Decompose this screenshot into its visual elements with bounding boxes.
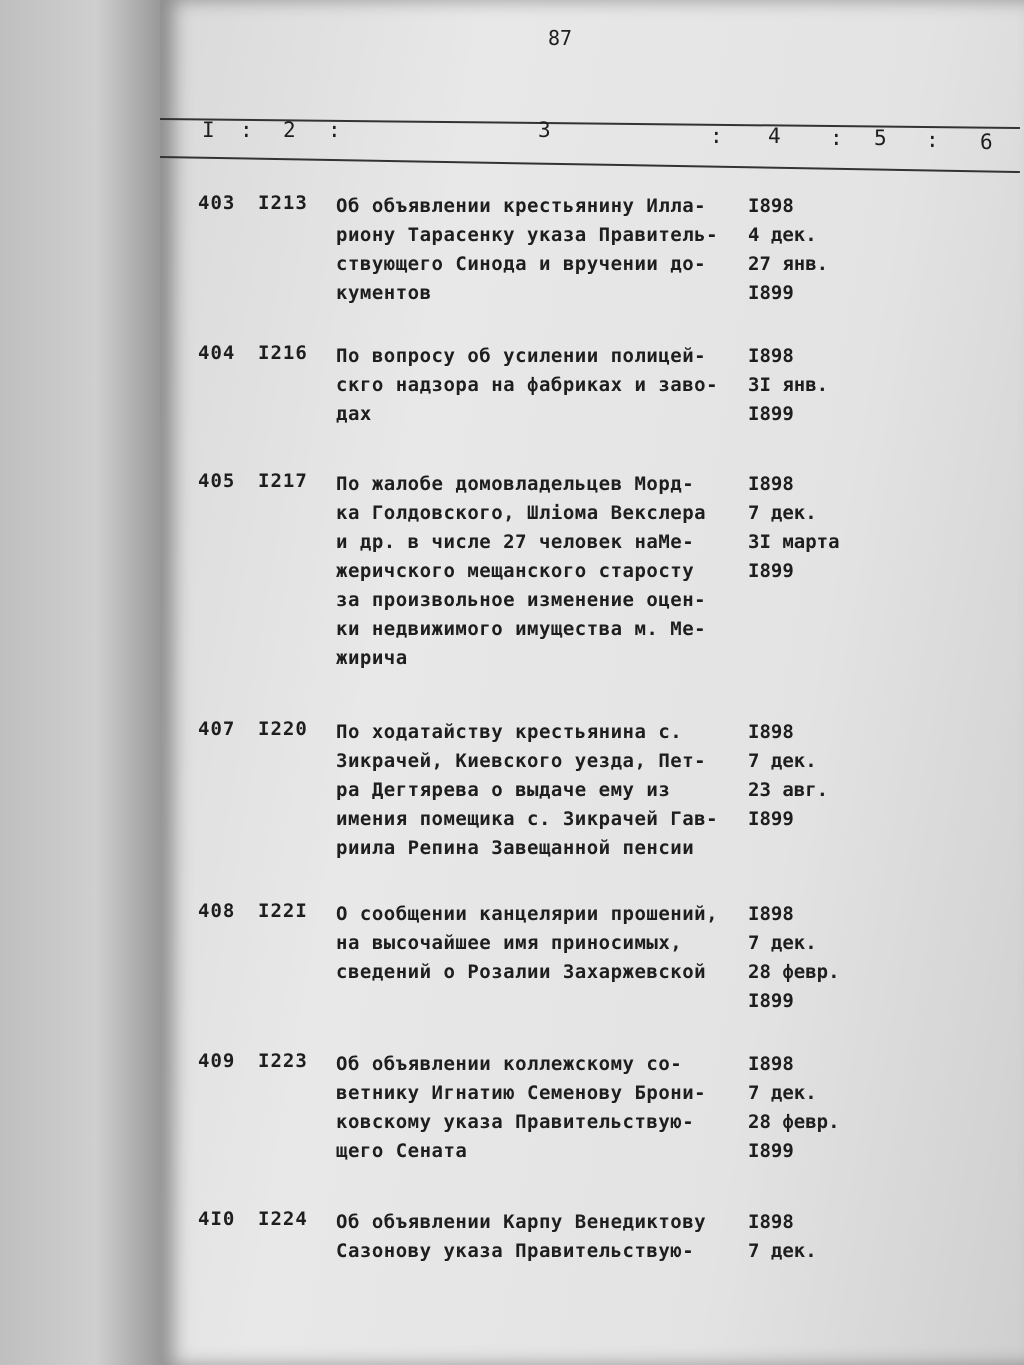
entry-code: I22I <box>258 900 308 922</box>
column-separator: : <box>328 118 341 142</box>
entry-dates: I898 7 дек. 28 февр. I899 <box>748 903 840 1012</box>
column-header-row <box>160 110 1024 160</box>
entry-number: 409 <box>198 1050 236 1072</box>
entry-number: 408 <box>198 900 236 922</box>
entry-code: I224 <box>258 1208 308 1230</box>
entry-description: Об объявлении коллежскому со- ветнику Игнатию Семенову Брони- ковскому указа Правительствую- щего Сената <box>336 1053 707 1162</box>
entry-number: 405 <box>198 470 236 492</box>
column-separator: : <box>710 124 723 148</box>
entry-number: 404 <box>198 342 236 364</box>
column-header-2: 2 <box>283 118 296 142</box>
column-header-3: 3 <box>538 118 551 142</box>
facing-page <box>0 0 160 1365</box>
column-header-4: 4 <box>768 124 781 148</box>
column-header-5: 5 <box>874 126 887 150</box>
column-separator: : <box>240 118 253 142</box>
entry-code: I223 <box>258 1050 308 1072</box>
entry-code: I220 <box>258 718 308 740</box>
column-header-6: 6 <box>980 130 993 154</box>
entry-dates: I898 7 дек. 23 авг. I899 <box>748 721 829 830</box>
column-separator: : <box>926 128 939 152</box>
entry-description: По жалобе домовладельцев Морд- ка Голдовского, Шлiома Векслера и др. в числе 27 человек наМе- жеричского мещанского старосту за произвольное изменение оцен- ки недвижимого имущества м. Ме- жирича <box>336 473 707 669</box>
column-header-1: I <box>202 118 215 142</box>
column-separator: : <box>830 126 843 150</box>
entry-dates: I898 7 дек. <box>748 1211 817 1262</box>
page-number: 87 <box>548 26 573 50</box>
entry-code: I217 <box>258 470 308 492</box>
entry-number: 403 <box>198 192 236 214</box>
entry-description: О сообщении канцелярии прошений, на высочайшее имя приносимых, сведений о Розалии Захаржевской <box>336 903 719 983</box>
entry-dates: I898 3I янв. I899 <box>748 345 829 425</box>
entry-number: 407 <box>198 718 236 740</box>
entry-description: По ходатайству крестьянина с. Зикрачей, Киевского уезда, Пет- ра Дегтярева о выдаче ему из имения помещика с. Зикрачей Гав- риила Репина Завещанной пенсии <box>336 721 719 859</box>
entry-code: I216 <box>258 342 308 364</box>
entry-description: По вопросу об усилении полицей- скго надзора на фабриках и заво- дах <box>336 345 719 425</box>
entry-dates: I898 7 дек. 3I марта I899 <box>748 473 840 582</box>
entry-description: Об объявлении крестьянину Илла- риону Тарасенку указа Правитель- ствующего Синода и вручении до- кументов <box>336 195 719 304</box>
entry-number: 4I0 <box>198 1208 236 1230</box>
entry-description: Об объявлении Карпу Венедиктову Сазонову указа Правительствую- <box>336 1211 707 1262</box>
entry-code: I213 <box>258 192 308 214</box>
entry-dates: I898 4 дек. 27 янв. I899 <box>748 195 829 304</box>
entry-dates: I898 7 дек. 28 февр. I899 <box>748 1053 840 1162</box>
